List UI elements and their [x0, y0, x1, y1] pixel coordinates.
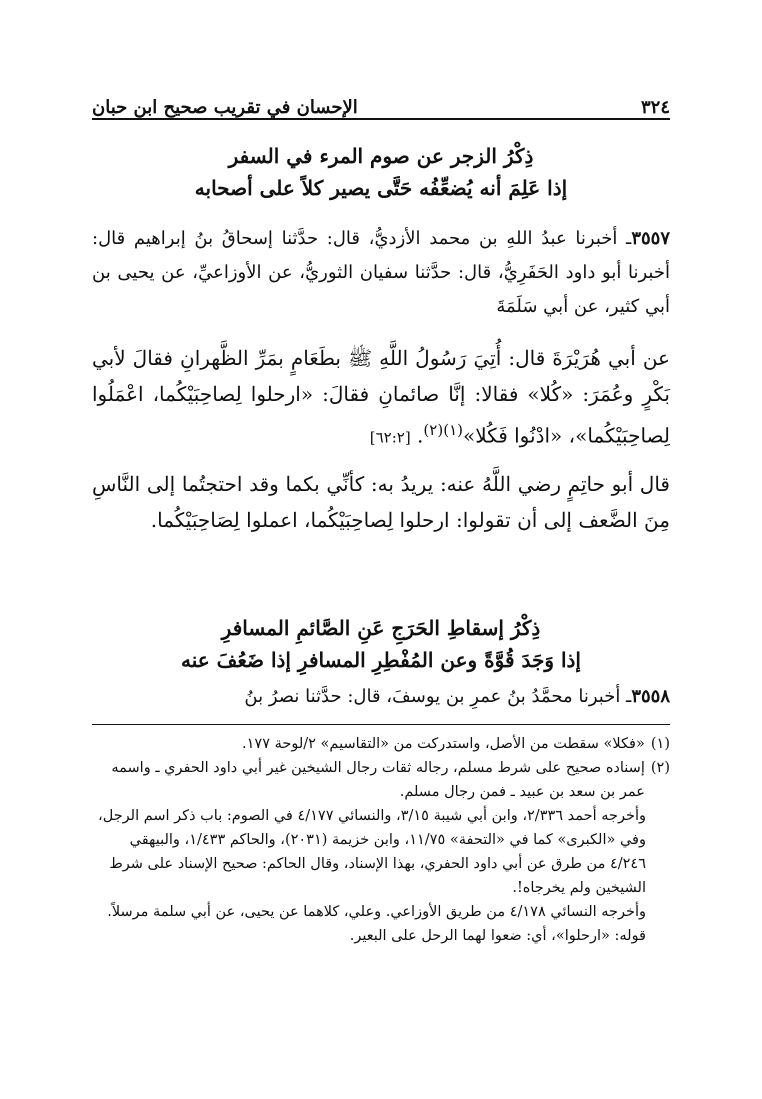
- footnote-marks: (١)(٢): [423, 421, 463, 439]
- footnotes: [92, 732, 670, 948]
- footnote-item: [92, 756, 670, 804]
- footnote-paragraph: قوله: «ارحلوا»، أي: ضعوا لهما الرحل على البعير.: [349, 928, 646, 944]
- hadith-matn: عن أبي هُرَيْرَةَ قال: أُتِيَ رَسُولُ اللَّهِ ﷺ بطَعَامٍ بمَرِّ الظَّهرانِ فقالَ لأبي بَكْرٍ وعُمَرَ: «كُلا» فقالا: إنَّا صائمانِ فقالَ: «ارحلوا لِصاحِبَيْكُما، اعْمَلُوا لِصاحِبَيْكُما»، «ادْنُوا فَكُلا»$^{(١)(٢)}$. [٦٢:٢]: [92, 346, 670, 448]
- hadith-number: ٣٥٥٧: [631, 228, 670, 249]
- footnote-paragraph: وأخرجه أحمد ٢/٣٣٦، وابن أبي شيبة ٣/١٥، والنسائي ٤/١٧٧ في الصوم: باب ذكر اسم الرجل، وفي «الكبرى» كما في «التحفة» ١١/٧٥، وابن خزيمة (٢٠٣١)، والحاكم ١/٤٣٣، والبيهقي ٤/٢٤٦ من طرق عن أبي داود الحفري، بهذا الإسناد، وقال الحاكم: صحيح الإسناد على شرط الشيخين ولم يخرجاه!.: [98, 808, 646, 896]
- comment-text: قال أبو حاتِمٍ رضي اللَّهُ عنه: يريدُ به: كأنِّي بكما وقد احتجتُما إلى النَّاسِ مِنَ الضَّعف إلى أن تقولوا: ارحلوا لِصاحِبَيْكُما، اعملوا لِصَاحِبَيْكُما.: [92, 472, 670, 532]
- isnad-text: ـ أخبرنا محمَّدُ بنُ عمرِ بن يوسفَ، قال: حدَّثنا نصرُ بنُ: [244, 686, 632, 707]
- section-heading-1: [92, 140, 670, 204]
- section-title-line: إذا وَجَدَ قُوَّةً وعن المُفْطِرِ المسافرِ إذا ضَعُفَ عنه: [181, 648, 581, 672]
- section-title-line: إذا عَلِمَ أنه يُضعِّفُه حَتَّى يصير كلاً على أصحابه: [194, 176, 568, 200]
- section-heading-2: [92, 612, 670, 676]
- section-title-line: ذِكْرُ إسقاطِ الحَرَجِ عَنِ الصَّائمِ المسافرِ: [221, 616, 541, 640]
- matn-text: عن أبي هُرَيْرَةَ قال: أُتِيَ رَسُولُ اللَّهِ ﷺ بطَعَامٍ بمَرِّ الظَّهرانِ فقالَ لأبي بَكْرٍ وعُمَرَ: «كُلا» فقالا: إنَّا صائمانِ فقالَ: «ارحلوا لِصاحِبَيْكُما، اعْمَلُوا لِصاحِبَيْكُما»، «ادْنُوا فَكُلا»: [92, 346, 670, 448]
- footnote-paragraph: وأخرجه النسائي ٤/١٧٨ من طريق الأوزاعي. وعلي، كلاهما عن يحيى، عن أبي سلمة مرسلاً.: [107, 904, 646, 920]
- isnad-text: ـ أخبرنا عبدُ اللهِ بن محمد الأزديُّ، قال: حدَّثنا إسحاقُ بنُ إبراهيم قال: أخبرنا أبو داود الحَفَرِيُّ، قال: حدَّثنا سفيان الثوريُّ، عن الأوزاعيِّ، عن يحيى بن أبي كثير، عن أبي سَلَمَةَ: [92, 228, 670, 317]
- abu-hatim-comment: [92, 466, 670, 538]
- page-header: [92, 86, 670, 118]
- footnote-item: [92, 732, 670, 756]
- footnote-text: إسناده صحيح على شرط مسلم، رجاله ثقات رجال الشيخين غير أبي داود الحفري ـ واسمه عمر بن سعد بن عبيد ـ فمن رجال مسلم.: [111, 760, 645, 800]
- header-rule: [92, 118, 670, 120]
- book-title: الإحسان في تقريب صحيح ابن حبان: [92, 97, 358, 118]
- footnote-number: (٢): [650, 760, 670, 776]
- footnote-text: «فكلا» سقطت من الأصل، واستدركت من «التقاسيم» ٢/لوحة ١٧٧.: [242, 736, 645, 752]
- hadith-isnad: [92, 222, 670, 324]
- hadith-isnad-2: [92, 680, 670, 714]
- footnote-rule: [92, 724, 670, 725]
- section-title-line: ذِكْرُ الزجر عن صوم المرء في السفر: [228, 144, 534, 168]
- hadith-reference: [٦٢:٢]: [369, 428, 411, 447]
- page-number: ٣٢٤: [640, 97, 670, 118]
- footnote-number: (١): [650, 736, 670, 752]
- hadith-number: ٣٥٥٨: [631, 686, 670, 707]
